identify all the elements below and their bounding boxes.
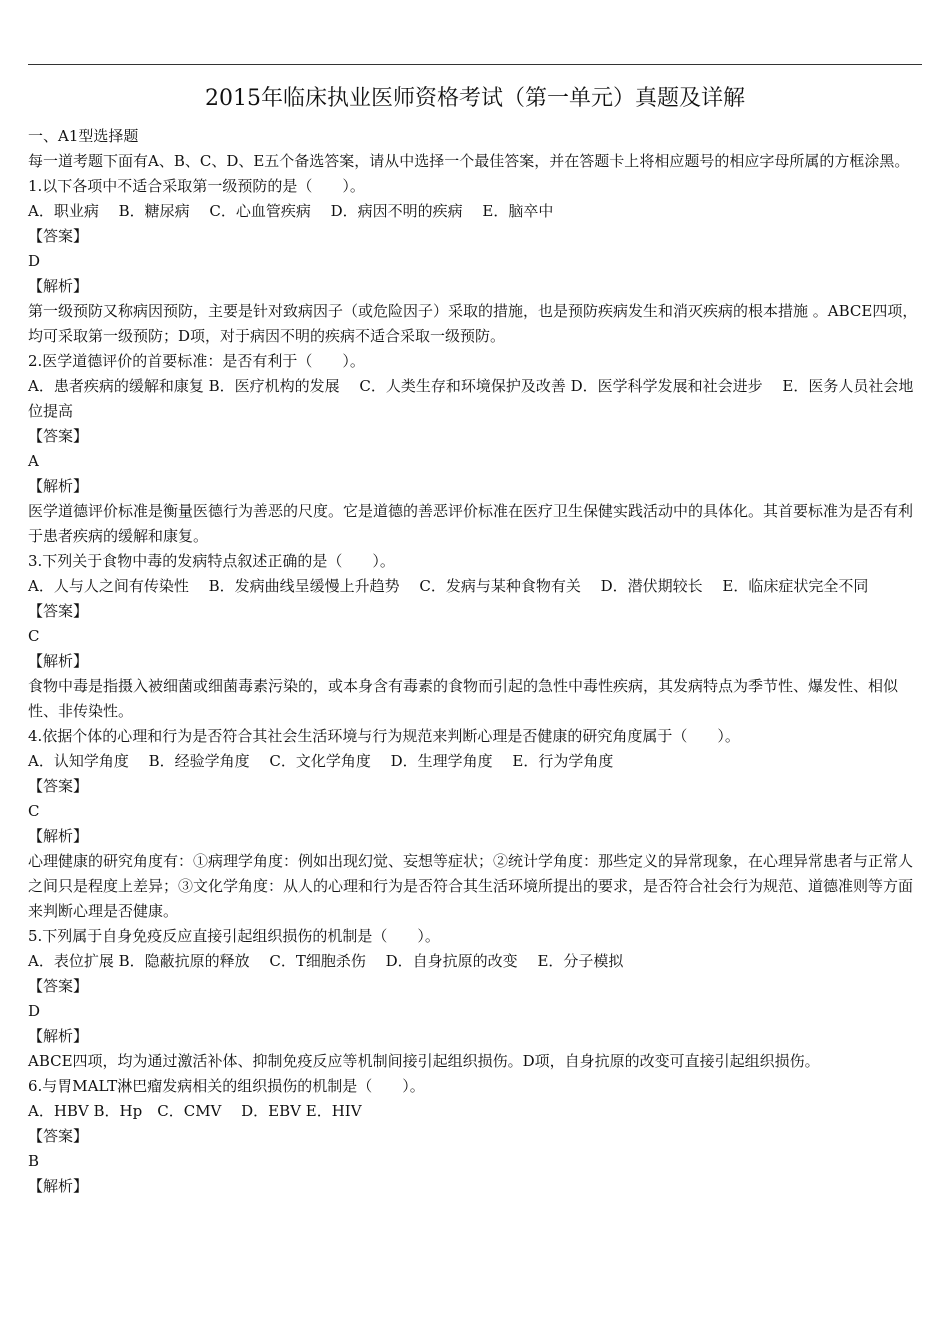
question-options: A．认知学角度 B．经验学角度 C．文化学角度 D．生理学角度 E．行为学角度 xyxy=(28,752,614,770)
question-2 xyxy=(28,349,922,549)
question-1 xyxy=(28,174,922,349)
analysis-label: 【解析】 xyxy=(28,1027,89,1045)
question-options: A．人与人之间有传染性 B．发病曲线呈缓慢上升趋势 C．发病与某种食物有关 D．潜伏期较长 E．临床症状完全不同 xyxy=(28,577,869,595)
header-rule xyxy=(28,64,922,65)
analysis-label: 【解析】 xyxy=(28,277,89,295)
answer-value: C xyxy=(28,627,40,645)
question-stem: 5.下列属于自身免疫反应直接引起组织损伤的机制是（ ）。 xyxy=(28,927,440,945)
analysis-label: 【解析】 xyxy=(28,827,89,845)
answer-label: 【答案】 xyxy=(28,602,89,620)
analysis-text: 心理健康的研究角度有：①病理学角度：例如出现幻觉、妄想等症状；②统计学角度：那些定义的异常现象，在心理异常患者与正常人之间只是程度上差异；③文化学角度：从人的心理和行为是否符合其生活环境所提出的要求，是否符合社会行为规范、道德准则等方面来判断心理是否健康。 xyxy=(28,852,914,920)
document-title: 2015年临床执业医师资格考试（第一单元）真题及详解 xyxy=(205,86,745,111)
question-5 xyxy=(28,924,922,1074)
analysis-text: 医学道德评价标准是衡量医德行为善恶的尺度。它是道德的善恶评价标准在医疗卫生保健实践活动中的具体化。其首要标准为是否有利于患者疾病的缓解和康复。 xyxy=(28,502,914,545)
answer-label: 【答案】 xyxy=(28,977,89,995)
analysis-text: ABCE四项，均为通过激活补体、抑制免疫反应等机制间接引起组织损伤。D项，自身抗原的改变可直接引起组织损伤。 xyxy=(28,1052,820,1070)
question-stem: 2.医学道德评价的首要标准：是否有利于（ ）。 xyxy=(28,352,365,370)
question-stem: 4.依据个体的心理和行为是否符合其社会生活环境与行为规范来判断心理是否健康的研究角度属于（ ）。 xyxy=(28,727,740,745)
analysis-label: 【解析】 xyxy=(28,652,89,670)
question-options: A．HBV B．Hp C．CMV D．EBV E．HIV xyxy=(28,1102,362,1120)
question-stem: 6.与胃MALT淋巴瘤发病相关的组织损伤的机制是（ ）。 xyxy=(28,1077,425,1095)
section-heading: 一、A1型选择题 xyxy=(28,127,139,145)
answer-value: D xyxy=(28,1002,41,1020)
analysis-label: 【解析】 xyxy=(28,477,89,495)
instructions: 每一道考题下面有A、B、C、D、E五个备选答案，请从中选择一个最佳答案，并在答题卡上将相应题号的相应字母所属的方框涂黑。 xyxy=(28,152,910,170)
answer-label: 【答案】 xyxy=(28,777,89,795)
analysis-text: 食物中毒是指摄入被细菌或细菌毒素污染的，或本身含有毒素的食物而引起的急性中毒性疾病，其发病特点为季节性、爆发性、相似性、非传染性。 xyxy=(28,677,899,720)
answer-value: C xyxy=(28,802,40,820)
answer-label: 【答案】 xyxy=(28,1127,89,1145)
answer-value: A xyxy=(28,452,39,470)
analysis-text: 第一级预防又称病因预防，主要是针对致病因子（或危险因子）采取的措施，也是预防疾病发生和消灭疾病的根本措施 。ABCE四项，均可采取第一级预防；D项，对于病因不明的疾病不适合采取一级预防。 xyxy=(28,302,918,345)
answer-label: 【答案】 xyxy=(28,427,89,445)
question-3 xyxy=(28,549,922,724)
question-stem: 1.以下各项中不适合采取第一级预防的是（ ）。 xyxy=(28,177,365,195)
question-options: A．表位扩展 B．隐蔽抗原的释放 C．T细胞杀伤 D．自身抗原的改变 E．分子模拟 xyxy=(28,952,624,970)
question-options: A．患者疾病的缓解和康复 B．医疗机构的发展 C．人类生存和环境保护及改善 D．医学科学发展和社会进步 E．医务人员社会地位提高 xyxy=(28,377,914,420)
question-4 xyxy=(28,724,922,924)
answer-label: 【答案】 xyxy=(28,227,89,245)
answer-value: B xyxy=(28,1152,40,1170)
question-6 xyxy=(28,1074,922,1199)
document-body xyxy=(28,124,922,1199)
analysis-label: 【解析】 xyxy=(28,1177,89,1195)
answer-value: D xyxy=(28,252,41,270)
question-options: A．职业病 B．糖尿病 C．心血管疾病 D．病因不明的疾病 E．脑卒中 xyxy=(28,202,554,220)
question-stem: 3.下列关于食物中毒的发病特点叙述正确的是（ ）。 xyxy=(28,552,395,570)
